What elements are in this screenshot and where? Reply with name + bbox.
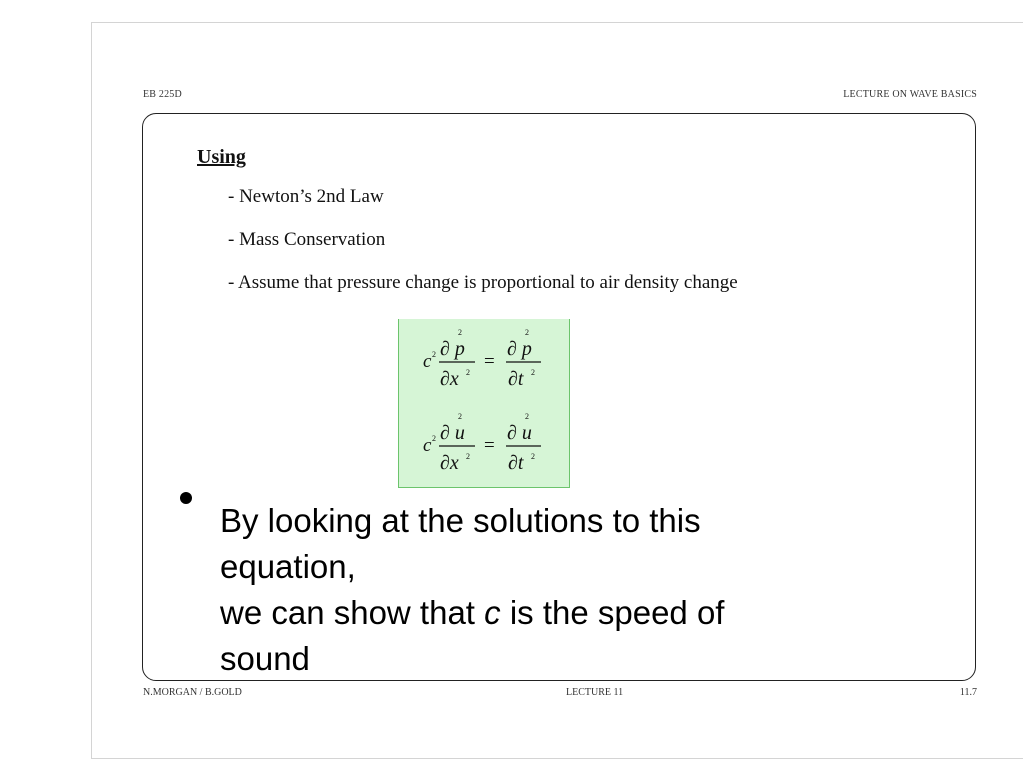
bullet-text (220, 498, 920, 682)
bullet-line-3 (220, 590, 920, 636)
bullet-line-1: By looking at the solutions to this (220, 502, 701, 539)
bullet-line-3-post: is the speed of (500, 594, 725, 631)
eq-coef-exp: 2 (432, 434, 436, 443)
eq-lhs-denominator: ∂x (440, 452, 459, 474)
speed-variable: c (484, 594, 501, 631)
eq-rhs-numerator: ∂ p (507, 338, 532, 360)
list-item-pressure: - Assume that pressure change is proportional to air density change (228, 272, 738, 293)
eq-coef: c (423, 351, 432, 372)
header-course: EB 225D (143, 89, 182, 100)
bullet-dot (180, 492, 192, 504)
footer-page-number: 11.7 (959, 687, 977, 698)
eq-lhs-numerator: ∂ p (440, 338, 465, 360)
eq-rhs-den-exp: 2 (531, 452, 535, 461)
eq-equals: = (484, 435, 495, 456)
eq-rhs-numerator: ∂ u (507, 422, 532, 444)
eq-num-exp: 2 (458, 412, 462, 421)
list-item-newton: - Newton’s 2nd Law (228, 186, 384, 207)
wave-equation-pressure (399, 325, 569, 395)
eq-equals: = (484, 351, 495, 372)
eq-den-exp: 2 (466, 452, 470, 461)
eq-rhs-denominator: ∂t (508, 452, 524, 474)
bullet-line-3-pre: we can show that (220, 594, 485, 631)
eq-coef: c (423, 435, 432, 456)
bullet-line-4: sound (220, 640, 310, 677)
eq-den-exp: 2 (466, 368, 470, 377)
slide-heading: Using (197, 146, 246, 168)
eq-lhs-denominator: ∂x (440, 368, 459, 390)
footer-authors: N.MORGAN / B.GOLD (143, 687, 242, 698)
eq-rhs-num-exp: 2 (525, 328, 529, 337)
list-item-mass: - Mass Conservation (228, 229, 386, 250)
wave-equation-velocity (399, 409, 569, 479)
footer-lecture-number: LECTURE 11 (566, 687, 624, 698)
eq-rhs-num-exp: 2 (525, 412, 529, 421)
eq-rhs-den-exp: 2 (531, 368, 535, 377)
eq-num-exp: 2 (458, 328, 462, 337)
equation-box (398, 319, 570, 488)
eq-rhs-denominator: ∂t (508, 368, 524, 390)
header-lecture-title: LECTURE ON WAVE BASICS (843, 89, 977, 100)
eq-lhs-numerator: ∂ u (440, 422, 465, 444)
eq-coef-exp: 2 (432, 350, 436, 359)
bullet-line-2: equation, (220, 548, 356, 585)
